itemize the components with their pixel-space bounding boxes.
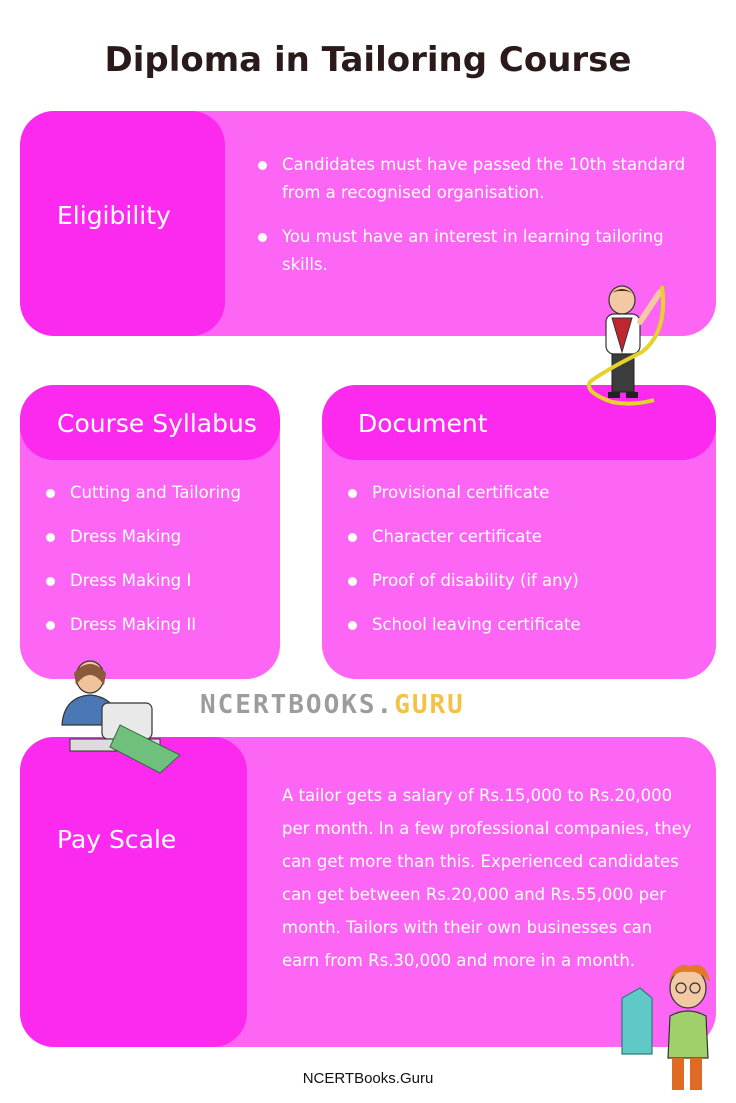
list-item: Dress Making II (44, 611, 274, 639)
list-item: Character certificate (346, 523, 706, 551)
list-item: Provisional certificate (346, 479, 706, 507)
watermark-main: NCERTBOOKS. (200, 690, 395, 720)
pay-scale-panel (20, 737, 716, 1047)
list-item: Proof of disability (if any) (346, 567, 706, 595)
footer: NCERTBooks.Guru (302, 1070, 434, 1087)
eligibility-heading: Eligibility (57, 201, 171, 230)
syllabus-heading: Course Syllabus (57, 409, 257, 438)
eligibility-list (256, 151, 706, 295)
pay-scale-tab (20, 737, 247, 1047)
tailor-measuring-icon (582, 282, 672, 412)
list-item: Dress Making I (44, 567, 274, 595)
document-heading: Document (358, 409, 488, 438)
list-item: Dress Making (44, 523, 274, 551)
document-list (346, 479, 706, 655)
pay-scale-text: A tailor gets a salary of Rs.15,000 to Rs.20,000 per month. In a few professional companies, they can get more than this. Experienced candidates can get between Rs.20,000 and Rs.55,000 per month. Tailors with their own businesses can earn from Rs.30,000 and more in a month. (282, 786, 692, 970)
list-item: Cutting and Tailoring (44, 479, 274, 507)
list-item: You must have an interest in learning tailoring skills. (256, 223, 706, 279)
list-item: School leaving certificate (346, 611, 706, 639)
syllabus-panel (20, 385, 280, 679)
woman-sewing-machine-icon (50, 655, 185, 775)
watermark-accent: GURU (394, 690, 465, 720)
pay-scale-heading: Pay Scale (57, 825, 177, 854)
page-title: Diploma in Tailoring Course (104, 40, 632, 80)
watermark (200, 690, 465, 720)
list-item: Candidates must have passed the 10th standard from a recognised organisation. (256, 151, 706, 207)
document-panel (322, 385, 716, 679)
syllabus-list (44, 479, 274, 655)
